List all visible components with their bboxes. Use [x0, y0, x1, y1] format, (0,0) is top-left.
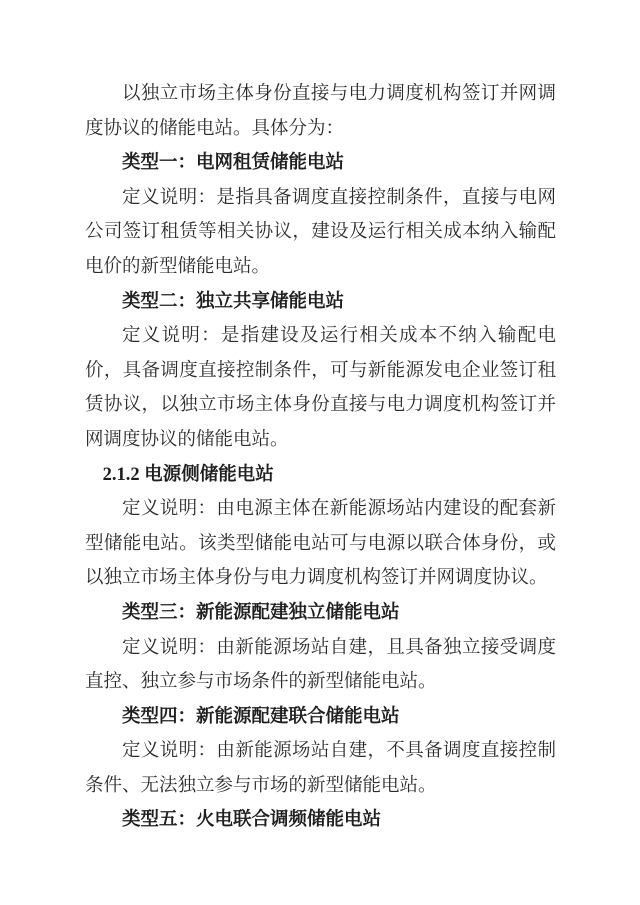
para-def-type-3: 定义说明：由新能源场站自建，且具备独立接受调度直控、独立参与市场条件的新型储能电站。 — [85, 637, 556, 693]
heading-type-2: 类型二：独立共享储能电站 — [122, 291, 345, 312]
heading-section-2-1-2: 2.1.2 电源侧储能电站 — [102, 464, 274, 485]
para-def-source-side: 定义说明：由电源主体在新能源场站内建设的配套新型储能电站。该类型储能电站可与电源以联合体身份，或以独立市场主体身份与电力调度机构签订并网调度协议。 — [85, 499, 556, 589]
heading-type-1: 类型一：电网租赁储能电站 — [122, 153, 345, 174]
para-def-type-2: 定义说明：是指建设及运行相关成本不纳入输配电价，具备调度直接控制条件，可与新能源发电企业签订租赁协议，以独立市场主体身份直接与电力调度机构签订并网调度协议的储能电站。 — [85, 326, 556, 450]
para-intro: 以独立市场主体身份直接与电力调度机构签订并网调度协议的储能电站。具体分为： — [85, 84, 556, 139]
para-def-type-4: 定义说明：由新能源场站自建，不具备调度直接控制条件、无法独立参与市场的新型储能电站。 — [85, 741, 556, 796]
heading-type-3: 类型三：新能源配建独立储能电站 — [122, 602, 400, 623]
para-def-type-1: 定义说明：是指具备调度直接控制条件，直接与电网公司签订租赁等相关协议，建设及运行相关成本纳入输配电价的新型储能电站。 — [85, 187, 556, 277]
heading-type-5: 类型五：火电联合调频储能电站 — [122, 810, 382, 831]
heading-type-4: 类型四：新能源配建联合储能电站 — [122, 706, 400, 727]
